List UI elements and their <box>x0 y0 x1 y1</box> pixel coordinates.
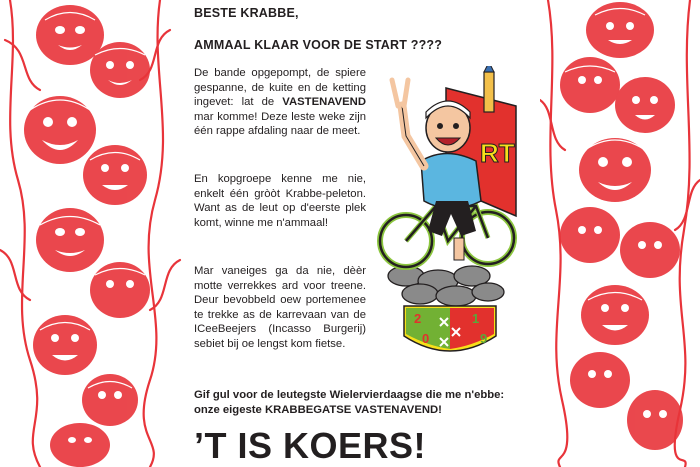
paragraph-intro-text-b: mar komme! Deze leste weke zijn één rappe afdaling naar de meet. <box>194 110 366 138</box>
banner-text: RT <box>480 138 515 168</box>
year-digit-2: 0 <box>422 331 430 346</box>
letter-greeting: BESTE KRABBE, <box>194 6 299 20</box>
paragraph-intro-bold-vastenavend: VASTENAVEND <box>282 96 366 109</box>
year-digit-4: 9 <box>480 331 488 346</box>
paragraph-peloton: En kopgroepe kenne me nie, enkelt één gròòt Krabbe-peleton. Want as de leut op d'eerste plek komt, winne me n'ammaal! <box>194 173 366 229</box>
year-digit-3: 1 <box>472 311 480 326</box>
rider-jersey <box>421 154 481 209</box>
slogan-title: ’T IS KOERS! <box>194 425 427 466</box>
left-caricature-column-icon <box>0 0 185 467</box>
cobblestones-icon <box>388 266 504 306</box>
paragraph-intro <box>194 66 366 139</box>
cyclist-mascot-icon <box>376 66 524 358</box>
rider-shorts <box>428 201 476 236</box>
paragraph-intro-text-a: De bande opgepompt, de spiere gespanne, de kuite en de ketting ingevet: lat de <box>194 67 366 109</box>
right-caricature-column-icon <box>540 0 700 467</box>
cyclist-illustration <box>376 66 524 358</box>
letter-heading: AMMAAL KLAAR VOOR DE START ???? <box>194 38 443 52</box>
year-digit-1: 2 <box>414 311 422 326</box>
right-decorative-border <box>540 0 700 467</box>
paragraph-closing: Gif gul voor de leutegste Wielervierdaagse die me n'ebbe: onze eigeste KRABBEGATSE VASTENAVEND! <box>194 389 505 416</box>
church-tower-icon <box>484 72 494 112</box>
left-decorative-border <box>0 0 185 467</box>
paragraph-training: Mar vaneiges ga da nie, dèèr motte verrekkes ard voor treene. Deur bevobbeld oew portemenee te trekke as de karrevaan van de ICeeBeejers (Incasso Burgerij) sebiet bij oe lengst kom fietse. <box>194 265 366 350</box>
year-shield-icon <box>404 306 496 351</box>
